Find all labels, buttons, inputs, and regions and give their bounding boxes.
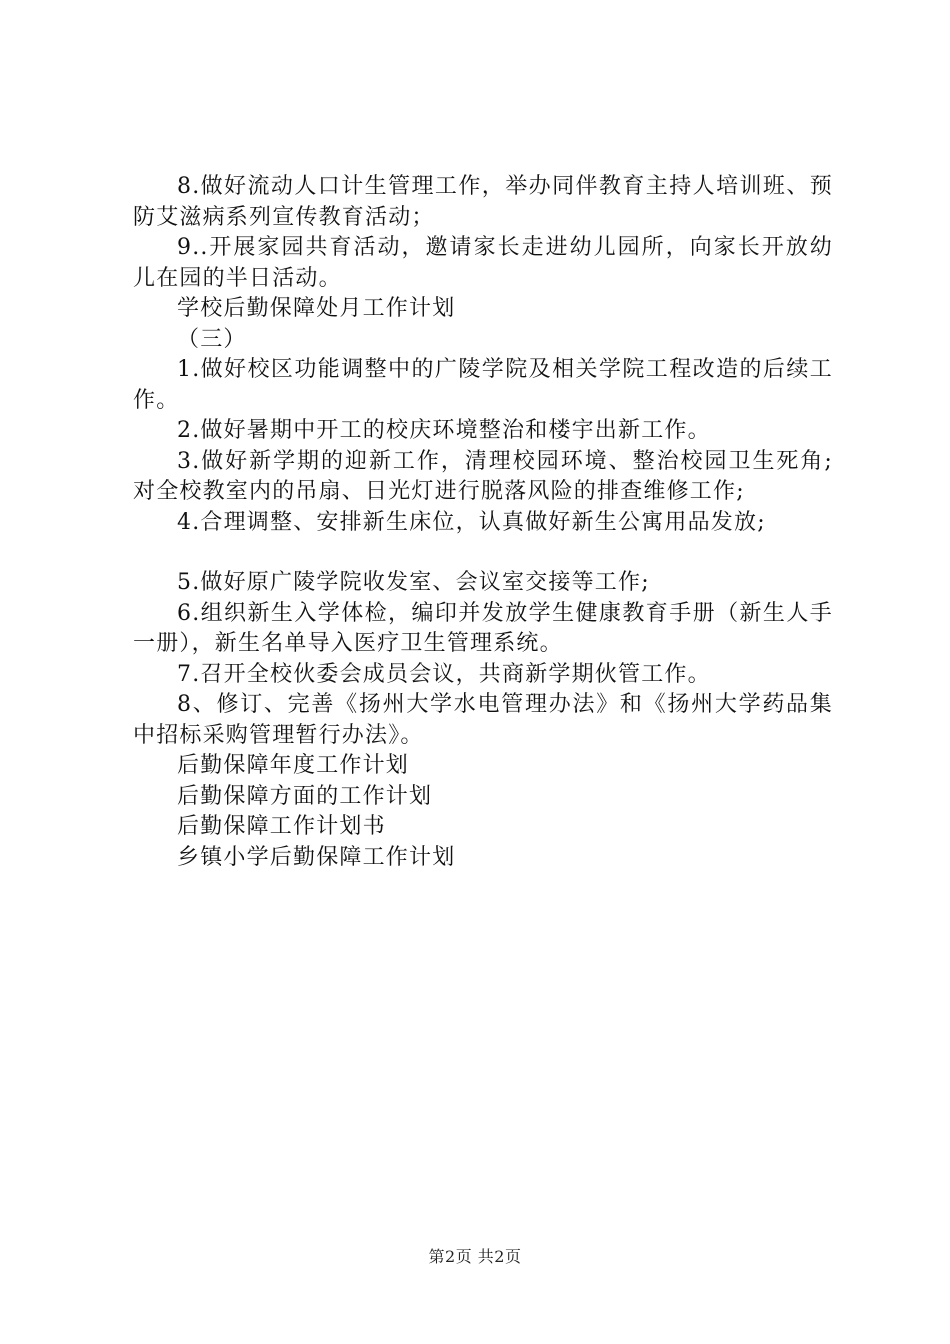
paragraph-item-8-migrant: 8.做好流动人口计生管理工作，举办同伴教育主持人培训班、预防艾滋病系列宣传教育活动； (133, 174, 833, 230)
paragraph-item-4: 4.合理调整、安排新生床位，认真做好新生公寓用品发放; (177, 509, 766, 535)
document-body (133, 172, 833, 873)
paragraph-item-2: 2.做好暑期中开工的校庆环境整治和楼宇出新工作。 (177, 418, 711, 443)
related-link-annual-plan: 后勤保障年度工作计划 (177, 753, 410, 778)
paragraph-item-5: 5.做好原广陵学院收发室、会议室交接等工作; (177, 570, 650, 595)
blank-line (133, 538, 833, 568)
page-number-footer: 第2页 共2页 (428, 1247, 522, 1266)
section-title-monthly-plan: 学校后勤保障处月工作计划 (177, 296, 456, 321)
section-number: （三） (177, 326, 247, 352)
paragraph-item-9-kindergarten: 9..开展家园共育活动，邀请家长走进幼儿园所，向家长开放幼儿在园的半日活动。 (133, 235, 833, 291)
paragraph-item-1: 1.做好校区功能调整中的广陵学院及相关学院工程改造的后续工作。 (133, 357, 833, 413)
paragraph-item-3: 3.做好新学期的迎新工作，清理校园环境、整治校园卫生死角;对全校教室内的吊扇、日光灯进行脱落风险的排查维修工作; (133, 448, 833, 504)
paragraph-item-8-regulations: 8、修订、完善《扬州大学水电管理办法》和《扬州大学药品集中招标采购管理暂行办法》。 (133, 692, 833, 748)
paragraph-item-6: 6.组织新生入学体检，编印并发放学生健康教育手册（新生人手一册），新生名单导入医疗卫生管理系统。 (133, 600, 833, 656)
related-link-aspects-plan: 后勤保障方面的工作计划 (177, 783, 433, 809)
related-link-plan-book: 后勤保障工作计划书 (177, 814, 386, 839)
related-link-township-school-plan: 乡镇小学后勤保障工作计划 (177, 844, 456, 870)
paragraph-item-7: 7.召开全校伙委会成员会议，共商新学期伙管工作。 (177, 661, 711, 687)
